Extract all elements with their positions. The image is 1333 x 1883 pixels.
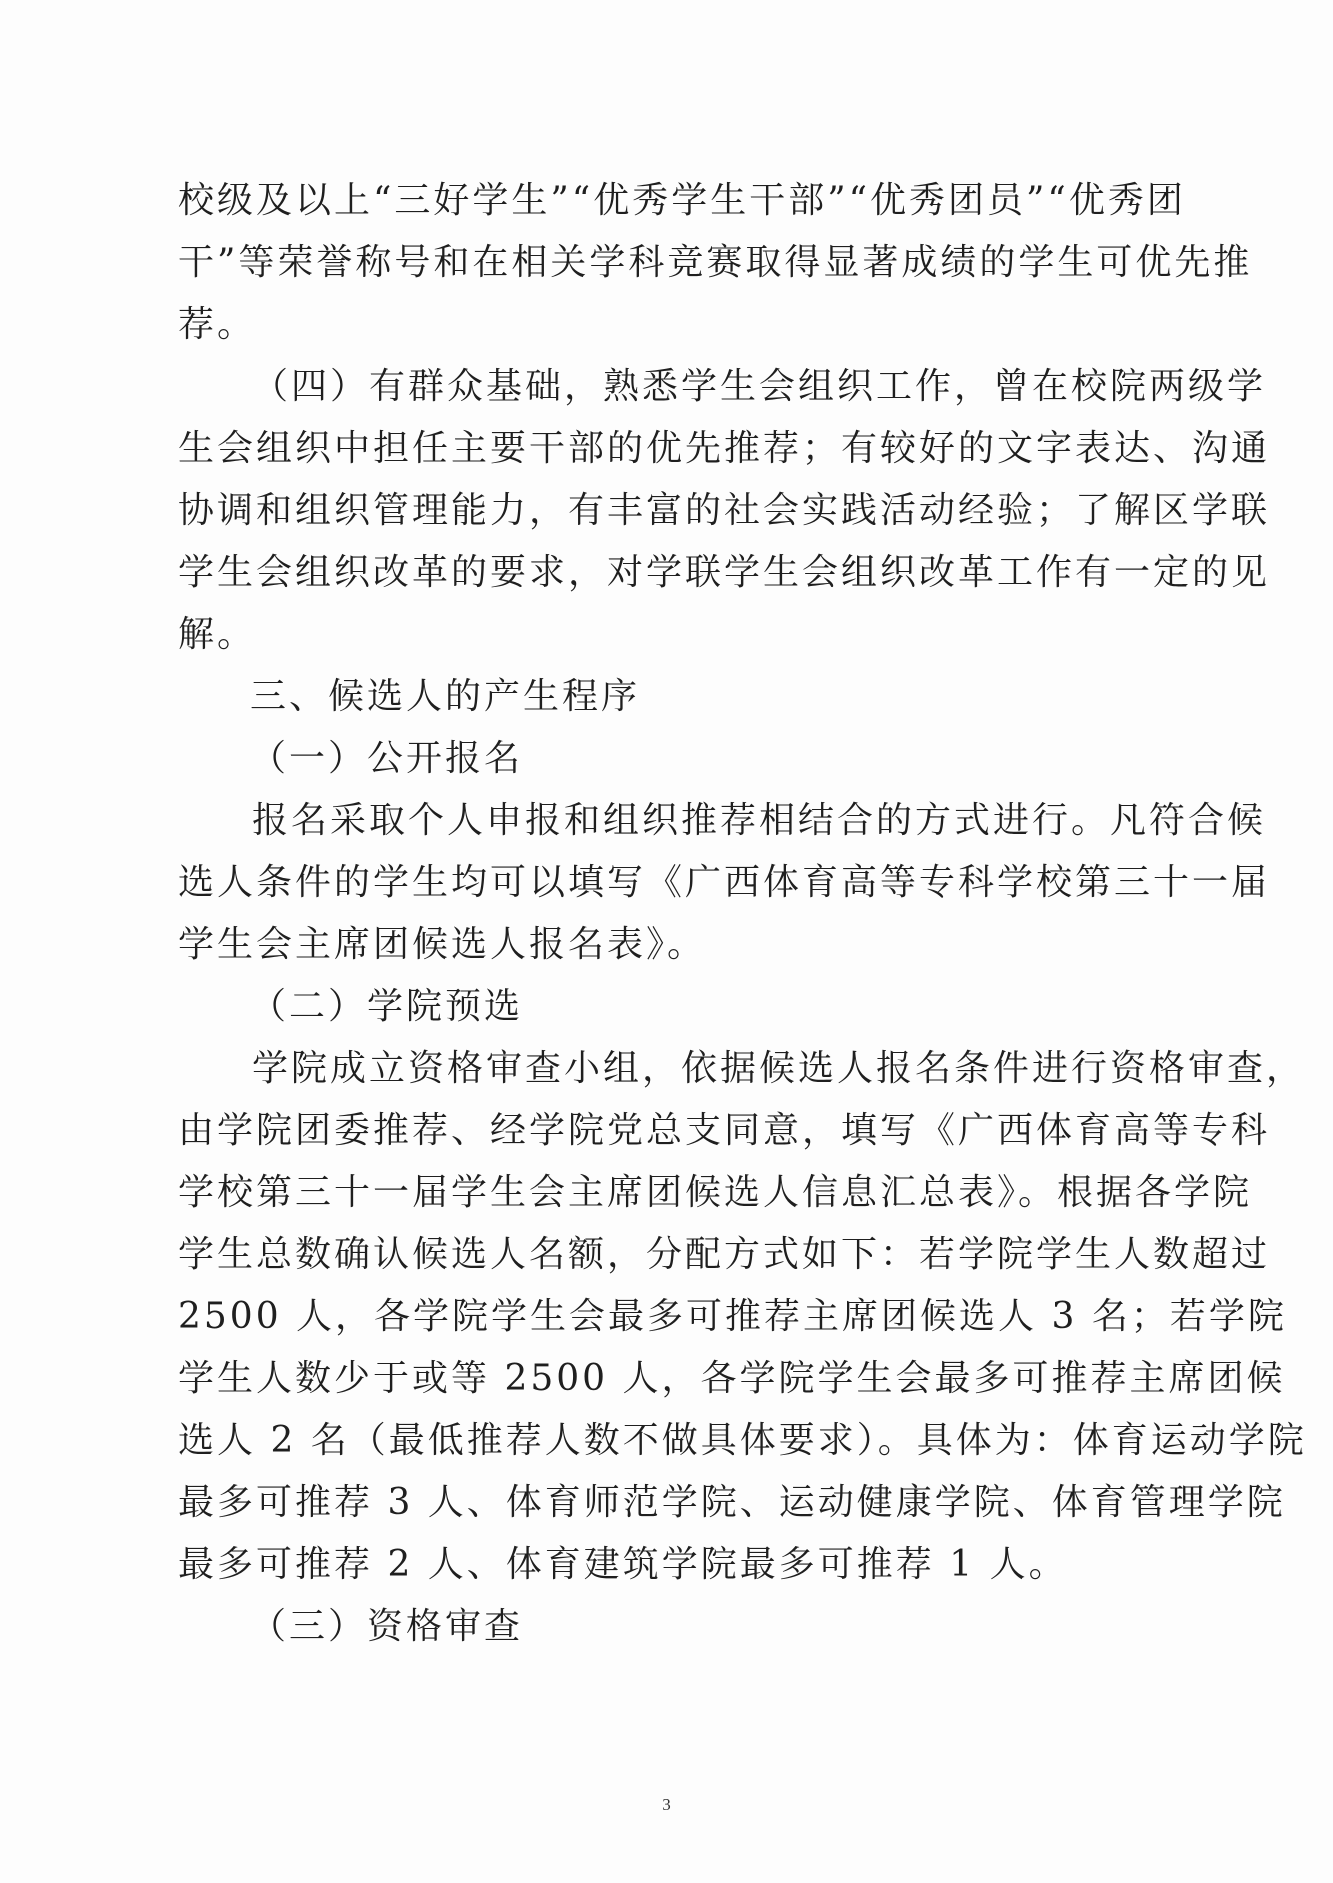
text-line: 最多可推荐 3 人、体育师范学院、运动健康学院、体育管理学院	[178, 1482, 1286, 1523]
text-line: 选人条件的学生均可以填写《广西体育高等专科学校第三十一届	[178, 862, 1271, 903]
paragraph-preselection	[178, 1038, 1307, 1596]
paragraph-registration	[178, 790, 1271, 976]
text-line: 学校第三十一届学生会主席团候选人信息汇总表》。根据各学院	[178, 1172, 1253, 1213]
text-line: 学院成立资格审查小组，依据候选人报名条件进行资格审查，	[252, 1048, 1306, 1089]
text-line: （四）有群众基础，熟悉学生会组织工作，曾在校院两级学	[252, 366, 1267, 407]
text-line: 解。	[178, 614, 257, 655]
text-line: 协调和组织管理能力，有丰富的社会实践活动经验；了解区学联	[178, 490, 1271, 531]
text-line: 校级及以上“三好学生”“优秀学生干部”“优秀团员”“优秀团	[178, 180, 1186, 221]
subsection-heading-college-preselection: （二）学院预选	[250, 986, 524, 1027]
subsection-heading-qualification-review: （三）资格审查	[250, 1606, 524, 1647]
text-line: 选人 2 名（最低推荐人数不做具体要求）。具体为：体育运动学院	[178, 1420, 1307, 1461]
text-line: 荐。	[178, 304, 257, 345]
text-line: 由学院团委推荐、经学院党总支同意，填写《广西体育高等专科	[178, 1110, 1271, 1151]
text-line: 干”等荣誉称号和在相关学科竞赛取得显著成绩的学生可优先推	[178, 242, 1253, 283]
text-line: 学生会组织改革的要求，对学联学生会组织改革工作有一定的见	[178, 552, 1271, 593]
text-line: 学生总数确认候选人名额，分配方式如下：若学院学生人数超过	[178, 1234, 1271, 1275]
page-number: 3	[662, 1795, 671, 1814]
text-line: 2500 人，各学院学生会最多可推荐主席团候选人 3 名；若学院	[178, 1296, 1287, 1337]
text-line: 学生会主席团候选人报名表》。	[178, 924, 707, 965]
text-line: 最多可推荐 2 人、体育建筑学院最多可推荐 1 人。	[178, 1544, 1068, 1585]
paragraph-continuation	[178, 170, 1253, 356]
document-body	[178, 170, 1307, 1658]
text-line: 报名采取个人申报和组织推荐相结合的方式进行。凡符合候	[252, 800, 1267, 841]
subsection-heading-public-registration: （一）公开报名	[250, 738, 524, 779]
section-heading: 三、候选人的产生程序	[250, 676, 641, 717]
text-line: 学生人数少于或等 2500 人，各学院学生会最多可推荐主席团候	[178, 1358, 1286, 1399]
text-line: 生会组织中担任主要干部的优先推荐；有较好的文字表达、沟通	[178, 428, 1271, 469]
paragraph-condition-four	[178, 356, 1271, 666]
